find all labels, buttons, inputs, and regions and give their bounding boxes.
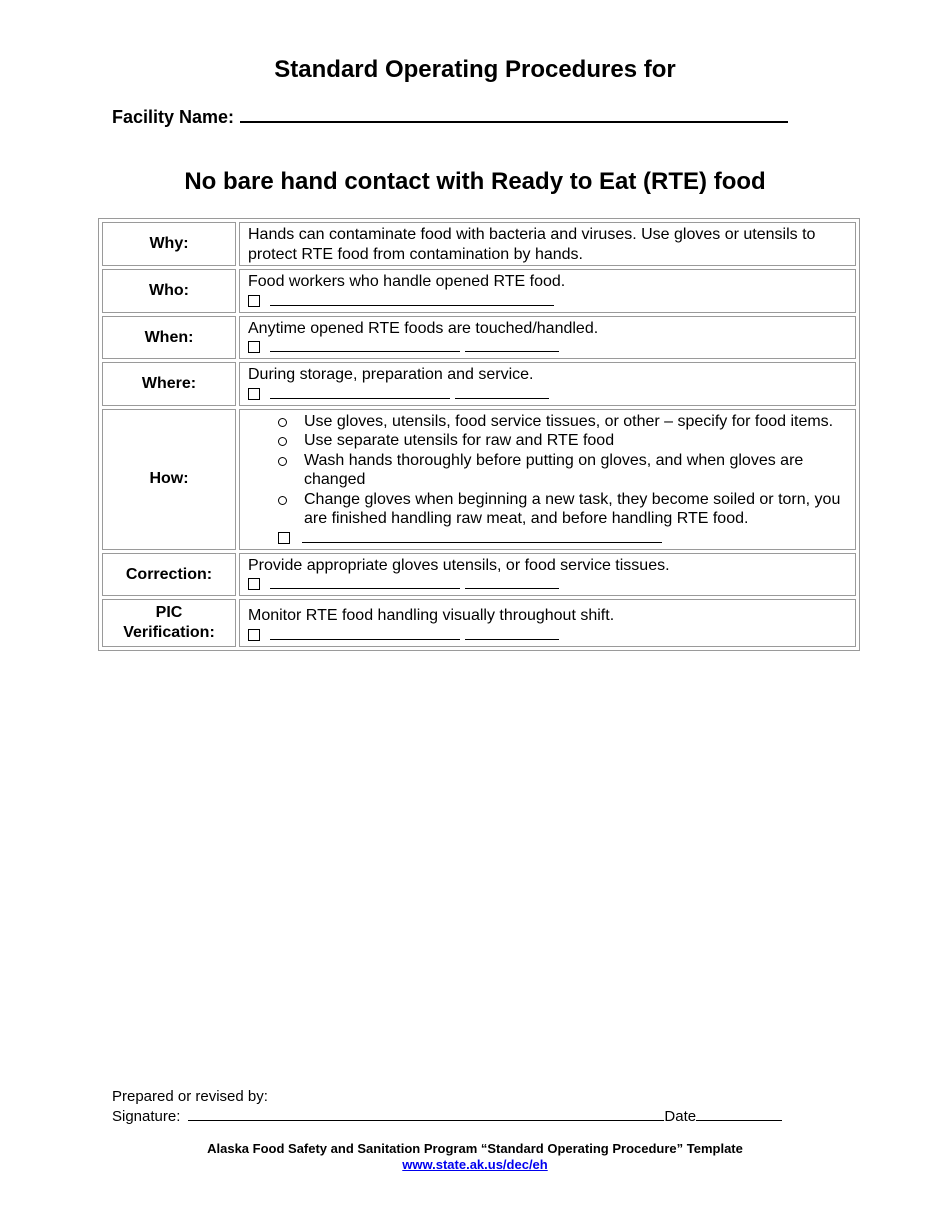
correction-blank-line-1[interactable] — [270, 575, 460, 589]
why-content: Hands can contaminate food with bacteria and viruses. Use gloves or utensils to protect RTE food from contamination by hands. — [239, 222, 856, 266]
where-content — [239, 362, 856, 406]
table-row-pic-verification — [102, 599, 856, 647]
where-blank-line-2[interactable] — [455, 385, 549, 399]
when-checkbox[interactable] — [248, 341, 260, 353]
table-row-who — [102, 269, 856, 313]
when-blank-line-2[interactable] — [465, 338, 559, 352]
sop-table — [98, 218, 860, 651]
sop-subtitle: No bare hand contact with Ready to Eat (RTE) food — [184, 168, 766, 195]
correction-content — [239, 553, 856, 597]
who-blank-line[interactable] — [270, 292, 554, 306]
pic-label-line-1: PIC — [155, 604, 183, 622]
when-blank-line-1[interactable] — [270, 338, 460, 352]
table-row-when — [102, 316, 856, 360]
correction-checkbox[interactable] — [248, 578, 260, 590]
document-footer — [0, 1141, 950, 1173]
pic-blank-line-1[interactable] — [270, 626, 460, 640]
how-blank-line[interactable] — [302, 529, 662, 543]
who-content — [239, 269, 856, 313]
pic-label-line-2: Verification: — [123, 623, 215, 641]
why-label: Why: — [102, 222, 236, 266]
list-item — [278, 431, 847, 451]
where-checkbox[interactable] — [248, 388, 260, 400]
pic-verification-label — [102, 599, 236, 647]
footer-program-text: Alaska Food Safety and Sanitation Program “Standard Operating Procedure” Template — [207, 1141, 743, 1156]
how-item-text: Use gloves, utensils, food service tissues, or other – specify for food items. — [304, 412, 834, 430]
circle-bullet-icon — [278, 418, 287, 427]
where-custom-entry — [248, 385, 847, 404]
correction-text: Provide appropriate gloves utensils, or food service tissues. — [248, 556, 670, 574]
correction-label: Correction: — [102, 553, 236, 597]
how-list — [248, 412, 847, 529]
list-item — [278, 451, 847, 490]
footer-website-link[interactable]: www.state.ak.us/dec/eh — [402, 1157, 548, 1172]
circle-bullet-icon — [278, 496, 287, 505]
date-label: Date — [664, 1108, 697, 1125]
signature-row — [112, 1106, 782, 1125]
how-item-text: Use separate utensils for raw and RTE food — [304, 432, 615, 449]
correction-blank-line-2[interactable] — [465, 575, 559, 589]
table-row-correction — [102, 553, 856, 597]
list-item — [278, 490, 847, 529]
facility-name-row — [112, 104, 788, 128]
how-checkbox[interactable] — [278, 532, 290, 544]
correction-custom-entry — [248, 575, 847, 594]
where-text: During storage, preparation and service. — [248, 366, 534, 383]
how-content — [239, 409, 856, 550]
when-text: Anytime opened RTE foods are touched/handled. — [248, 319, 599, 337]
signature-label: Signature: — [112, 1108, 181, 1125]
circle-bullet-icon — [278, 437, 287, 446]
how-item-text: Wash hands thoroughly before putting on gloves, and when gloves are changed — [304, 451, 804, 488]
where-blank-line-1[interactable] — [270, 385, 450, 399]
signature-field[interactable] — [188, 1106, 664, 1121]
who-custom-entry — [248, 292, 847, 311]
facility-name-label: Facility Name: — [112, 107, 235, 127]
pic-verification-content — [239, 599, 856, 647]
how-item-text: Change gloves when beginning a new task, they become soiled or torn, you are finished handling raw meat, and before handling RTE food. — [304, 490, 841, 527]
list-item — [278, 412, 847, 432]
when-custom-entry — [248, 338, 847, 357]
pic-checkbox[interactable] — [248, 629, 260, 641]
who-label: Who: — [102, 269, 236, 313]
table-row-how — [102, 409, 856, 550]
when-content — [239, 316, 856, 360]
pic-verification-text: Monitor RTE food handling visually throughout shift. — [248, 607, 615, 624]
where-label: Where: — [102, 362, 236, 406]
document-title: Standard Operating Procedures for — [274, 56, 676, 83]
prepared-by-label: Prepared or revised by: — [112, 1088, 268, 1105]
when-label: When: — [102, 316, 236, 360]
facility-name-field[interactable] — [240, 104, 788, 123]
how-custom-entry — [248, 529, 847, 548]
how-label: How: — [102, 409, 236, 550]
who-text: Food workers who handle opened RTE food. — [248, 273, 566, 290]
pic-blank-line-2[interactable] — [465, 626, 559, 640]
table-row-why — [102, 222, 856, 266]
pic-custom-entry — [248, 626, 847, 645]
circle-bullet-icon — [278, 457, 287, 466]
table-row-where — [102, 362, 856, 406]
date-field[interactable] — [696, 1106, 782, 1121]
who-checkbox[interactable] — [248, 295, 260, 307]
